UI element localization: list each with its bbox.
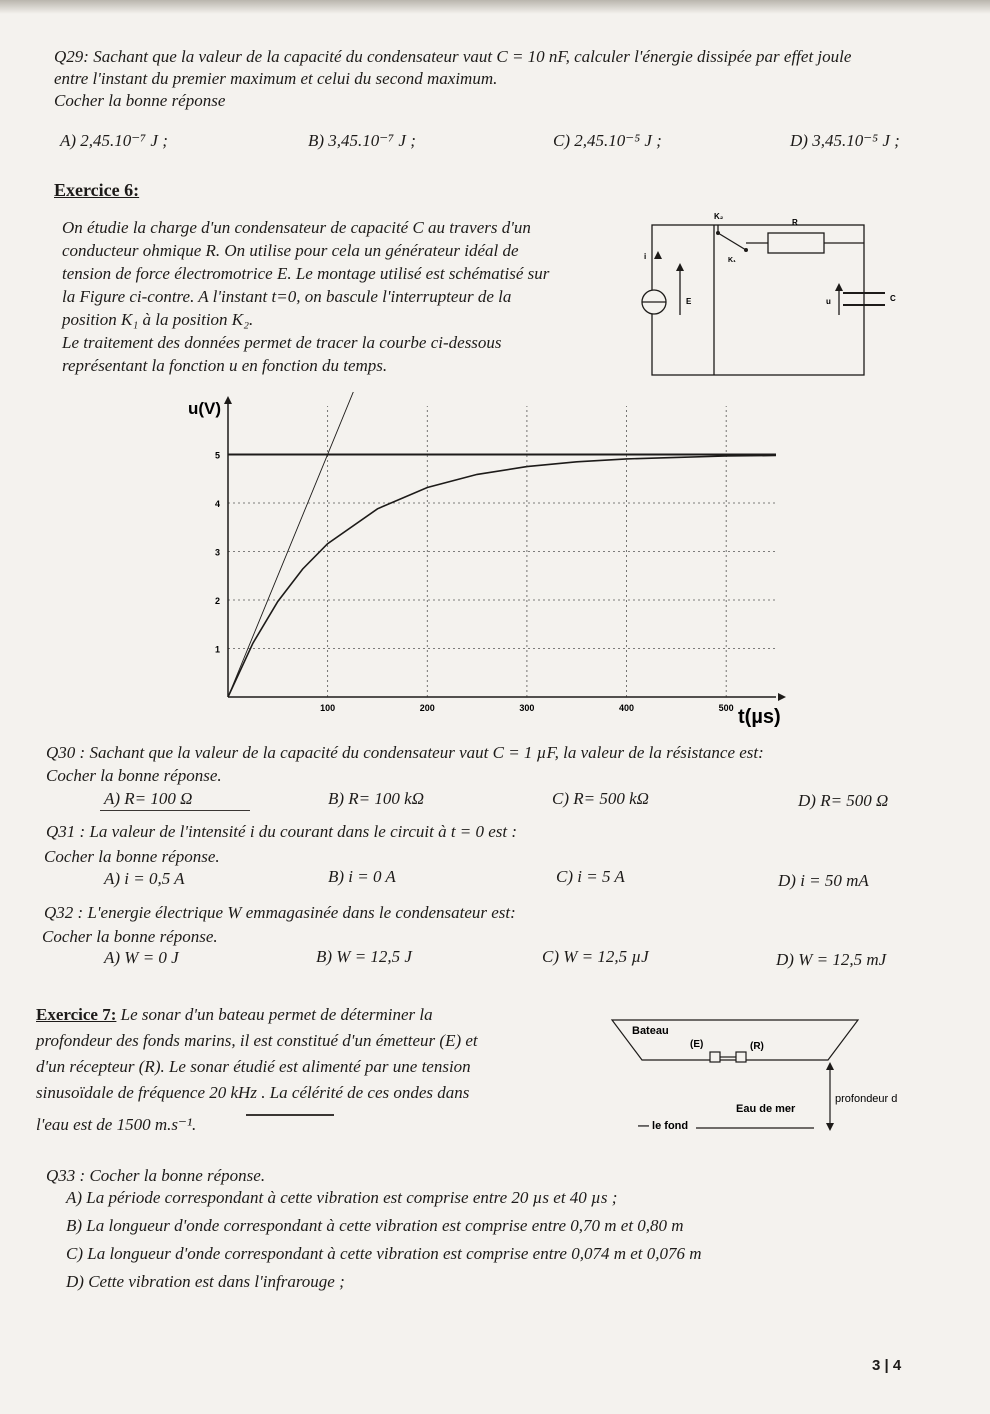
ex7-line: Le sonar d'un bateau permet de déterminer la [120,1005,433,1024]
ex7-line: profondeur des fonds marins, il est constitué d'un émetteur (E) et [36,1031,478,1050]
x-tick-label: 300 [519,703,535,713]
q30-option-c[interactable]: C) R= 500 kΩ [552,789,649,808]
charge-curve [228,456,776,698]
sonar-boat-diagram [604,1010,904,1135]
y-axis-arrow [224,396,232,404]
underline-mark [100,810,250,811]
scan-edge [0,0,990,14]
charge-curve-chart [180,392,800,732]
bateau-label: Bateau [632,1025,669,1037]
k1-label: K₁ [728,257,736,264]
depth-label: profondeur d [835,1093,898,1105]
ex7-line: d'un récepteur (R). Le sonar étudié est alimenté par une tension [36,1057,471,1076]
exercise-6-paragraph [62,216,549,377]
tangent-line [228,392,358,697]
q32-instruction: Cocher la bonne réponse. [42,927,218,946]
q29-option-b[interactable]: B) 3,45.10⁻⁷ J ; [308,131,416,150]
ex6-line: On étudie la charge d'un condensateur de capacité C au travers d'un [62,218,531,237]
q32-option-c[interactable]: C) W = 12,5 µJ [542,947,649,966]
x-tick-label: 400 [619,703,635,713]
x-axis-label: t(µs) [738,706,781,728]
y-tick-label: 1 [214,644,220,655]
q33-option-c[interactable]: C) La longueur d'onde correspondant à cette vibration est comprise entre 0,074 m et 0,076 m [66,1244,702,1263]
c-label: C [890,294,896,303]
switch-blade [718,233,746,250]
ex6-line: la Figure ci-contre. A l'instant t=0, on bascule l'interrupteur de la [62,287,512,306]
ex6-line: Le traitement des données permet de tracer la courbe ci-dessous [62,333,502,352]
ex6-line: conducteur ohmique R. On utilise pour cela un générateur idéal de [62,241,519,260]
q31-option-d[interactable]: D) i = 50 mA [778,871,869,890]
q32-option-a[interactable]: A) W = 0 J [104,948,179,967]
q29-text-line1: Q29: Sachant que la valeur de la capacité du condensateur vaut C = 10 nF, calculer l'énergie dissipée par effet joule [54,47,852,66]
exercise-6-heading: Exercice 6: [54,180,140,200]
ex7-line: sinusoïdale de fréquence 20 kHz . La célérité de ces ondes dans [36,1083,470,1102]
q32-option-b[interactable]: B) W = 12,5 J [316,947,412,966]
q33-option-d[interactable]: D) Cette vibration est dans l'infrarouge ; [66,1272,345,1291]
receiver-box [736,1052,746,1062]
exercise-7-heading: Exercice 7: [36,1005,117,1024]
receiver-label: (R) [750,1041,764,1052]
y-tick-label: 2 [214,596,220,606]
x-tick-label: 500 [718,703,734,713]
q29-option-c[interactable]: C) 2,45.10⁻⁵ J ; [553,131,662,150]
q31-text: Q31 : La valeur de l'intensité i du courant dans le circuit à t = 0 est : [46,822,518,841]
i-label: i [644,252,647,261]
sea-floor-label: — le fond [638,1120,689,1132]
pen-mark [246,1114,334,1116]
y-axis-label: u(V) [188,399,222,418]
x-tick-label: 200 [419,703,435,713]
q31-option-b[interactable]: B) i = 0 A [328,867,396,886]
k2-label: K₂ [714,212,724,221]
ex7-line: l'eau est de 1500 m.s⁻¹. [36,1115,197,1134]
ex6-line: représentant la fonction u en fonction du temps. [62,356,388,375]
q30-option-b[interactable]: B) R= 100 kΩ [328,789,424,808]
u-label: u [826,297,831,306]
q29-option-a[interactable]: A) 2,45.10⁻⁷ J ; [60,131,168,150]
ex6-line: tension de force électromotrice E. Le montage utilisé est schématisé sur [62,264,550,283]
x-tick-label: 100 [320,703,336,713]
r-label: R [792,218,798,227]
y-tick-label: 4 [214,499,220,509]
circuit-frame [652,225,864,375]
ex6-line: position K₁ à la position K₂. [62,310,254,329]
emitter-label: (E) [690,1039,704,1050]
q29-option-d[interactable]: D) 3,45.10⁻⁵ J ; [790,131,900,150]
q29-text-line2: entre l'instant du premier maximum et celui du second maximum. [54,69,498,88]
q31-instruction: Cocher la bonne réponse. [44,847,220,866]
page-number: 3 | 4 [872,1357,902,1374]
y-tick-label: 3 [214,547,220,558]
y-tick-label: 5 [214,450,220,461]
q33-option-b[interactable]: B) La longueur d'onde correspondant à cette vibration est comprise entre 0,70 m et 0,80 m [66,1216,684,1235]
q30-instruction: Cocher la bonne réponse. [46,766,222,785]
q30-text: Q30 : Sachant que la valeur de la capacité du condensateur vaut C = 1 µF, la valeur de la résistance est: [46,743,764,762]
q31-option-c[interactable]: C) i = 5 A [556,867,625,886]
x-axis-arrow [778,693,786,701]
q29-instruction: Cocher la bonne réponse [54,91,226,110]
rc-circuit-diagram [636,205,911,380]
q31-option-a[interactable]: A) i = 0,5 A [104,869,185,888]
q30-option-a[interactable]: A) R= 100 Ω [104,789,193,808]
e-label: E [686,297,692,306]
sea-water-label: Eau de mer [736,1103,796,1115]
exercise-7-paragraph [36,1002,478,1138]
emitter-box [710,1052,720,1062]
q32-option-d[interactable]: D) W = 12,5 mJ [776,950,887,969]
resistor-symbol [768,233,824,253]
q30-option-d[interactable]: D) R= 500 Ω [798,791,889,810]
q33-text: Q33 : Cocher la bonne réponse. [46,1166,266,1185]
q32-text: Q32 : L'energie électrique W emmagasinée dans le condensateur est: [44,903,516,922]
q33-option-a[interactable]: A) La période correspondant à cette vibration est comprise entre 20 µs et 40 µs ; [66,1188,618,1207]
